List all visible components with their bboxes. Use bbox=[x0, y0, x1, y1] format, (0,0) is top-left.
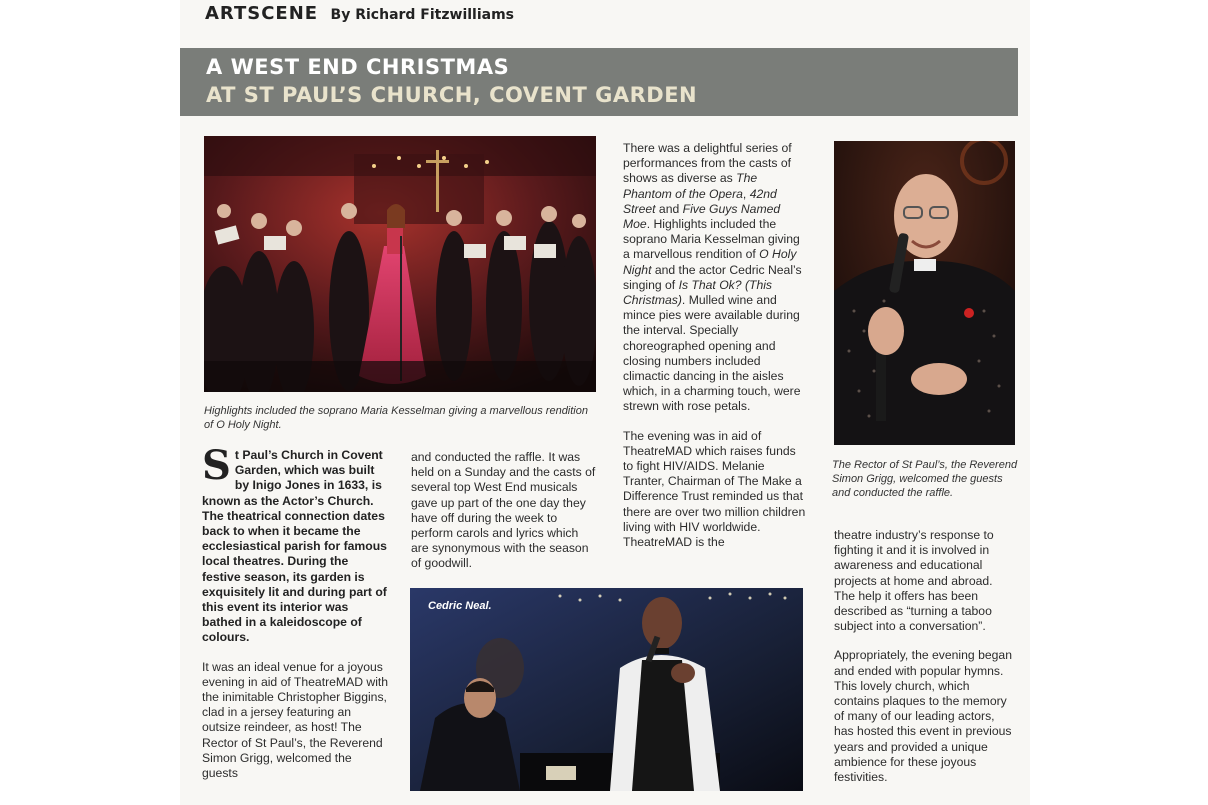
text-run: . Mulled wine and mince pies were available during the interval. Specially choreographed opening and closing numbers included climactic dancing in the aisles which, in a charming touch, were strewn with rose petals. bbox=[623, 293, 801, 414]
text-run: . Highlights included the soprano Maria Kesselman giving a marvellous rendition of bbox=[623, 217, 800, 262]
section-title: ARTSCENE bbox=[205, 3, 319, 24]
rector-photo-caption: The Rector of St Paul’s, the Reverend Simon Grigg, welcomed the guests and conducted the raffle. bbox=[832, 459, 1018, 499]
masthead bbox=[205, 3, 514, 24]
article-column-1 bbox=[202, 442, 390, 795]
paragraph bbox=[623, 141, 809, 415]
cedric-photo bbox=[410, 588, 803, 791]
headline-banner bbox=[180, 48, 1018, 116]
text-run: , bbox=[742, 186, 750, 201]
show-title: The Phantom of the Opera bbox=[623, 171, 758, 201]
byline: By Richard Fitzwilliams bbox=[330, 7, 515, 23]
show-title: Five Guys Named Moe bbox=[623, 201, 781, 232]
paragraph: theatre industry’s response to fighting it and it is involved in awareness and educational projects at home and abroad. The help it offers has been described as “turning a taboo subject into a conversation”. bbox=[834, 528, 994, 634]
cedric-photo-label: Cedric Neal. bbox=[428, 600, 492, 612]
song-title: O Holy Night bbox=[623, 247, 797, 277]
paragraph: It was an ideal venue for a joyous evening in aid of TheatreMAD with the inimitable Christopher Biggins, clad in a jersey featuring an outsize reindeer, as host! The Rector of St Paul’s, the Reverend Simon Grigg, welcomed the guests bbox=[202, 659, 389, 781]
article-column-2 bbox=[411, 450, 597, 586]
article-column-4 bbox=[834, 528, 1014, 799]
song-title: Is That Ok? (This Christmas) bbox=[623, 277, 773, 308]
lead-text: t Paul’s Church in Covent Garden, which was built by Inigo Jones in 1633, is known as the Actor’s Church. The theatrical connection dates back to when it became the ecclesiastical parish for famous local theatres. During the festive season, its garden is exquisitely lit and during part of this event its interior was bathed in a kaleidoscope of colours. bbox=[202, 448, 387, 645]
drop-cap: S bbox=[202, 442, 231, 489]
paragraph: and conducted the raffle. It was held on a Sunday and the casts of several top West End musicals gave up part of the one day they have off during the week to perform carols and lyrics which are synonymous with the season of goodwill. bbox=[411, 450, 596, 571]
text-run: and the actor Cedric Neal’s singing of bbox=[623, 262, 802, 292]
show-title: 42nd Street bbox=[623, 186, 777, 216]
headline-line-2: AT ST PAUL’S CHURCH, COVENT GARDEN bbox=[206, 83, 698, 107]
choir-photo bbox=[204, 136, 596, 392]
text-run: There was a delightful series of performances from the casts of shows as diverse as bbox=[623, 141, 792, 186]
paragraph: The evening was in aid of TheatreMAD which raises funds to fight HIV/AIDS. Melanie Tranter, Chairman of The Make a Difference Trust reminded us that there are over two million children living with HIV worldwide. TheatreMAD is the bbox=[623, 428, 806, 550]
choir-photo-caption: Highlights included the soprano Maria Kesselman giving a marvellous rendition of O Holy Night. bbox=[204, 405, 588, 431]
text-run: and bbox=[655, 201, 683, 216]
paragraph: Appropriately, the evening began and ended with popular hymns. This lovely church, which contains plaques to the memory of many of our leading actors, has hosted this event in previous years and provided a unique ambience for these joyous festivities. bbox=[834, 648, 1012, 785]
rector-photo bbox=[834, 141, 1015, 445]
lead-paragraph bbox=[202, 442, 390, 646]
headline-line-1: A WEST END CHRISTMAS bbox=[206, 55, 510, 79]
article-column-3 bbox=[623, 141, 809, 564]
